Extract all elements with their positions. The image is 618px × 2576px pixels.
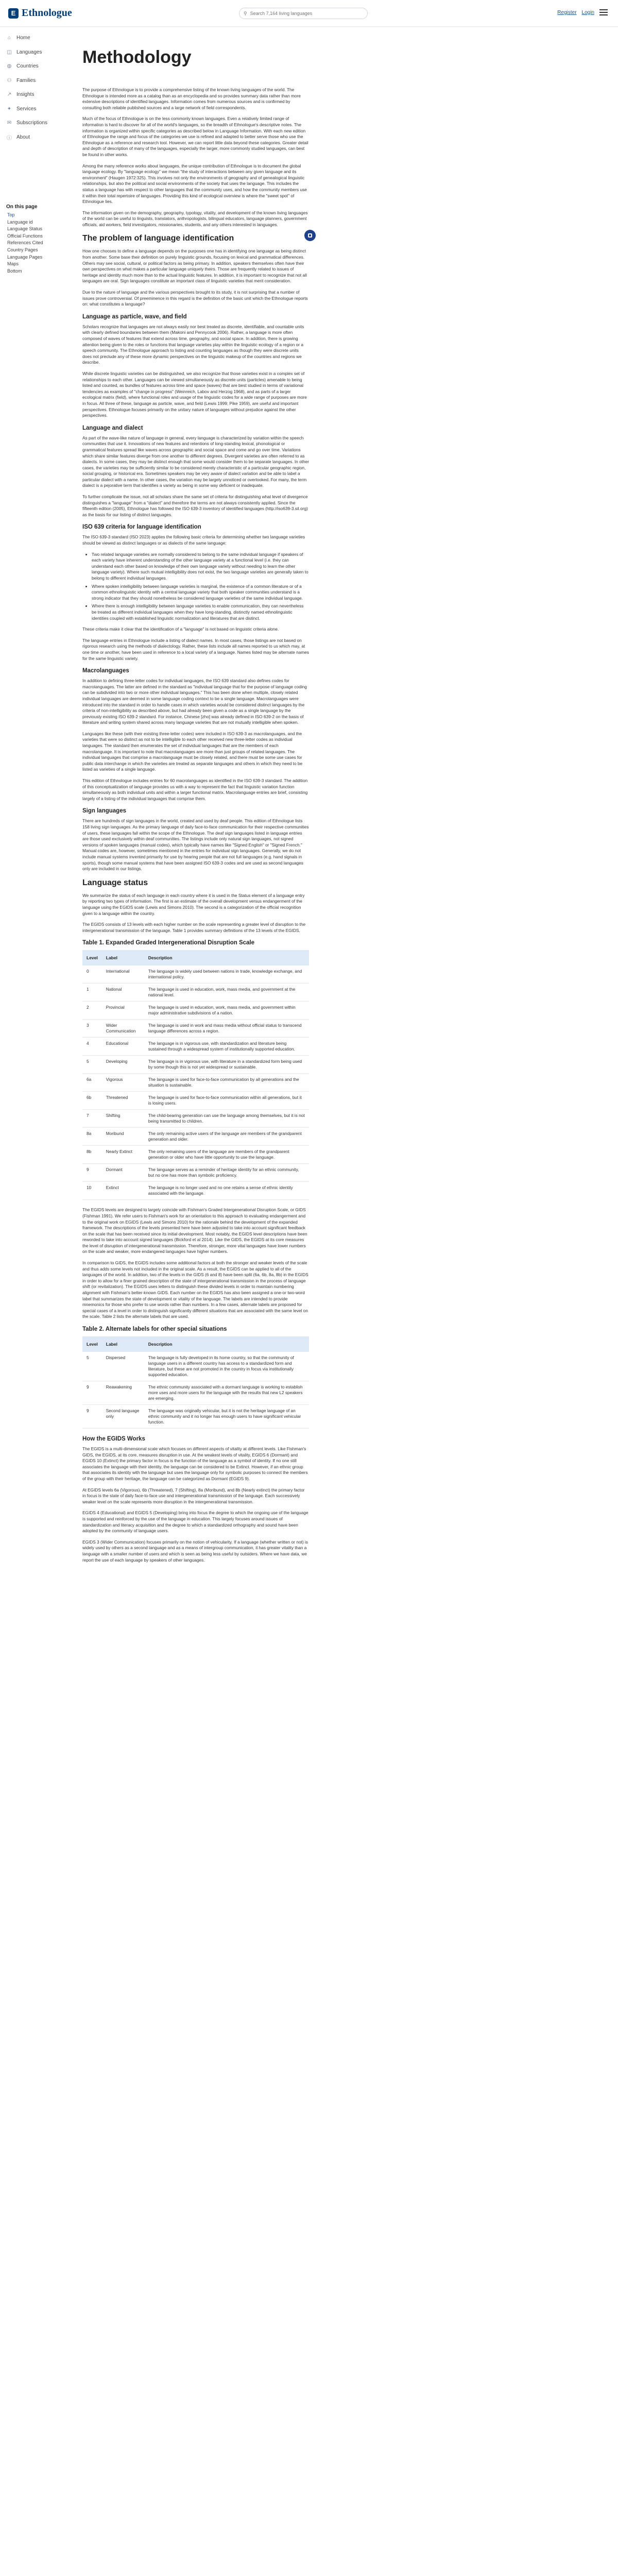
subsection-body [82, 534, 309, 546]
table-cell: 5 [82, 1352, 102, 1381]
paragraph: EGIDS 4 (Educational) and EGIDS 5 (Developing) bring into focus the degree to which the ongoing use of the language is supported and reinforced by the use of the language in education. This largely focuses around issues of standardization and literacy acquisition and the degree to which a standardized orthography and sound have been adopted by the community of language users. [82, 1510, 308, 1534]
paragraph: To further complicate the issue, not all scholars share the same set of criteria for distinguishing what level of divergence distinguishes a "language" from a "dialect" and therefore the terms are not always consistently applied. Since the fifteenth edition (2005), Ethnologue has followed the ISO 639-3 inventory of identified languages (http://iso639-3.sil.org) as the basis for our listing of distinct languages. [82, 494, 308, 517]
brand-logo[interactable] [8, 7, 72, 19]
paragraph: The language entries in Ethnologue include a listing of dialect names. In most cases, those listings are not based on rigorous research using the methods of dialectology. Rather, these lists include all names reported to us which may, at one time or another, have been used in reference to a local variety of a language. Names listed may be alternate names for the same linguistic variety. [82, 637, 309, 661]
table-cell: The language serves as a reminder of heritage identity for an ethnic community, but no one has more than symbolic proficiency. [144, 1164, 309, 1182]
on-this-page-link[interactable]: Country Pages [7, 247, 38, 252]
subsection-title: Language as particle, wave, and field [82, 313, 187, 320]
table-row [82, 1092, 309, 1110]
paragraph: The information given on the demography, geography, typology, vitality, and development of the known living languages of the world can be useful to linguists, translators, anthropologists, bilingual educators, language planners, government officials, aid workers, field investigators, missionaries, students, and any others interested in languages. [82, 210, 308, 227]
page-title: Methodology [82, 47, 192, 67]
section-body [82, 1207, 309, 1320]
sidebar-item-subscriptions[interactable] [6, 116, 71, 130]
section-body [82, 893, 309, 934]
table-cell: 9 [82, 1405, 102, 1429]
table-row [82, 1182, 309, 1200]
top-bar [0, 0, 618, 27]
paragraph: In comparison to GIDS, the EGIDS includes some additional factors at both the stronger and weaker levels of the scale and thus adds some levels not included in the original scale. As a result, the EGIDS can be applied to all of the languages of the world. In addition, two of the levels in the GIDS (6 and 8) have been split (6a, 6b, 8a, 8b) in the EGIDS in order to allow for a finer grained description of the state of intergenerational transmission in the process of language shift (or revitalization). The EGIDS uses letters to distinguish these divided levels in order to maintain numbering alignment with Fishman's better-known GIDS. Each number on the EGIDS has also been assigned a one-or two-word label that summarizes the state of development or vitality of the language. The labels are intended to provide mnemonics for those who prefer to use words rather than numbers. In a few cases, alternate labels are proposed for special cases of a level in order to distinguish significantly different situations that are associated with the same level on the scale. Table 2 lists the alternate labels that are used. [82, 1260, 308, 1319]
table-cell: The child-bearing generation can use the language among themselves, but it is not being transmitted to children. [144, 1110, 309, 1128]
list-item: • Two related language varieties are normally considered to belong to the same individual language if speakers of each variety have inherent understanding of the other language variety at a functional level (i.e. they can understand each other based on knowledge of their own language variety without needing to learn the other language variety). Where such mutual intelligibility does not exist, the two language varieties are generally taken to belong to different individual languages. [92, 552, 309, 582]
table-cell: Reawakening [102, 1381, 144, 1405]
search-input[interactable] [250, 11, 358, 16]
table-cell: The language is used in work and mass media without official status to transcend language differences across a region. [144, 1020, 309, 1038]
column-header: Level [82, 950, 102, 965]
table-cell: The language is used for face-to-face communication within all generations, but it is losing users. [144, 1092, 309, 1110]
sidebar-item-countries[interactable] [6, 59, 71, 74]
table-cell: The language is fully developed in its home country, so that the community of language users in a different country has access to a standardized form and literature, but these are not promoted in the country in focus via institutionally supported education. [144, 1352, 309, 1381]
main-content [82, 36, 309, 1568]
subsection-title: Sign languages [82, 808, 126, 815]
on-this-page-link[interactable]: Bottom [7, 268, 22, 274]
table-title: Table 2. Alternate labels for other special situations [82, 1326, 227, 1332]
paragraph: There are hundreds of sign languages in the world, created and used by deaf people. This edition of Ethnologue lists 158 living sign languages. As the primary language of daily face-to-face communication for their respective communities of users, these languages fall within the scope of the Ethnologue. The deaf sign languages listed in language entries are those used exclusively within deaf communities. The listings include only natural sign languages, not signed versions of spoken languages (manual codes), which typically have names like "Signed English" or "Signed French." Manual codes are, however, sometimes mentioned in the entries for individual sign languages. Generally, we do not include manual systems invented primarily for use by hearing people that are not full languages (e.g. hand signals in sports), though some manual systems that have been assigned ISO 639-3 codes and are used as second languages only are included in our listings. [82, 818, 309, 872]
table-cell: The language is used in education, work, mass media, and government at the national level. [144, 984, 309, 1002]
ethnologue-logo-icon: E [8, 8, 19, 19]
alternate-labels-table [82, 1336, 309, 1429]
table-cell: 9 [82, 1164, 102, 1182]
subscriptions-icon: ✉ [7, 120, 12, 126]
table-row [82, 1128, 309, 1146]
top-links [557, 9, 608, 15]
table-cell: Nearly Extinct [102, 1146, 144, 1164]
paragraph: The EGIDS consists of 13 levels with each higher number on the scale representing a greater level of disruption to the intergenerational transmission of the language. Table 1 provides summary definitions of the 13 levels of the EGIDS. [82, 922, 306, 933]
table-cell: The language was originally vehicular, but it is not the heritage language of an ethnic community and it no longer has enough users to have significant vehicular function. [144, 1405, 309, 1429]
table-cell: 8a [82, 1128, 102, 1146]
sidebar-item-label: Countries [16, 63, 39, 70]
on-this-page-link[interactable]: References Cited [7, 240, 43, 246]
brand-name: Ethnologue [22, 7, 72, 19]
table-cell: 5 [82, 1056, 102, 1074]
sidebar-item-families[interactable] [6, 74, 71, 88]
paragraph: These criteria make it clear that the identification of a "language" is not based on linguistic criteria alone. [82, 626, 279, 632]
paragraph: EGIDS 3 (Wider Communication) focuses primarily on the notion of vehicularity. If a language (whether written or not) is widely used by others as a second language and as a means of intergroup communication, it has greater vitality than a language with a smaller number of users and which is seen as being less useful by outsiders. Where we have data, we report the use of each language by speakers of other languages. [82, 1539, 308, 1563]
table-cell: The language is used for face-to-face communication by all generations and the situation is sustainable. [144, 1074, 309, 1092]
globe-icon: ◍ [7, 63, 12, 70]
table-cell: Moribund [102, 1128, 144, 1146]
on-this-page-link[interactable]: Official Functions [7, 233, 43, 239]
table-cell: 6b [82, 1092, 102, 1110]
on-this-page-link[interactable]: Language id [7, 219, 33, 225]
paragraph: This edition of Ethnologue includes entries for 60 macrolanguages as identified in the ISO 639-3 standard. The addition of this conceptualization of language provides us with a way to represent the fact that linguistic variation function simultaneously as both individual units and within a larger functional matrix. Macrolanguage entries are brief, consisting largely of a listing of the individual languages that comprise them. [82, 778, 308, 801]
subsection-body [82, 678, 309, 802]
table-cell: Dispersed [102, 1352, 144, 1381]
table-row [82, 1110, 309, 1128]
column-header: Description [144, 1336, 309, 1352]
on-this-page-link[interactable]: Maps [7, 261, 19, 267]
paragraph: Much of the focus of Ethnologue is on the less commonly known languages. Even a relatively limited range of information is hard to discover for all of the world's languages, so the breadth of Ethnologue's descriptive notes. The information is organized within specific categories as described below in Language Information. With each new edition of Ethnologue the range and focus of the categories we use is refined and adapted to better serve those who use the Ethnologue as a reference and research tool. However, we can report little data beyond these categories. Greater detail and depth of description of many of the languages, especially the larger, more commonly studied languages, can best be found in other works. [82, 116, 308, 157]
paragraph: The EGIDS is a multi-dimensional scale which focuses on different aspects of vitality at different levels. Like Fishman's GIDS, the EGIDS, at its core, measures disruption in use. At the weakest levels of vitality, EGIDS 6 (Dormant) and EGIDS 10 (Extinct) the primary factor in focus is the function of the language as a symbol of identity. If no one still associates the language with their identity, the language can be considered to be Extinct. However, if an ethnic group that associates its identity with the language but uses the language only for symbolic purposes to connect the members of the group with their heritage, the language can be categorized as Dormant (EGIDS 9). [82, 1446, 308, 1481]
column-header: Label [102, 950, 144, 965]
list-item: • Where spoken intelligibility between language varieties is marginal, the existence of a common literature or of a common ethnolinguistic identity with a central language variety that both speaker communities understand is a strong indicator that they should nonetheless be considered language varieties of the same individual language. [92, 584, 309, 602]
subsection-body [82, 324, 309, 419]
table-row [82, 1352, 309, 1381]
paragraph: Languages like these (with their existing three-letter codes) were included in ISO 639-3 as macrolanguages, and the varieties that were so distinct as not to be intelligible to each other received new three-letter codes as individual languages. The standard then enumerates the set of individual languages that are the members of each macrolanguage. It is important to note that macrolanguages are more than just groups of related languages. The individual languages that comprise a macrolanguage must be closely related, and there must be some use cases for public data interchange in which the varieties are treated as separate languages and others in which they need to be listed as varieties of a single language. [82, 731, 303, 772]
table-row [82, 1405, 309, 1429]
paragraph: In addition to defining three-letter codes for individual languages, the ISO 639 standard also defines codes for macrolanguages. The latter are defined in the standard as "individual language that for the purpose of language coding can be subdivided into two or more other individual languages." This has been done when multiple, closely related individual languages are deemed in some language coding context to be a single language. Macrolanguages were introduced into the standard in order to handle cases in which varieties would be considered distinct languages by the criteria of non-intelligibility as described above, but had already been given a code as a single language by the previously existing ISO 639-2 standard. For instance, Chinese [zho] was already defined in ISO 639-2 on the basis of literature and writing system shared across many language varieties that are not mutually intelligible when spoken. [82, 678, 307, 725]
paragraph: While discrete linguistic varieties can be distinguished, we also recognize that those varieties exist in a complex set of relationships to each other. Languages can be viewed simultaneously as discrete units (particles) amenable to being listed and counted, as bundles of features across time and space (waves) that are best studied in terms of variational tendencies as examples of "change in progress" (Weinreich, Labov and Herzog 1968), and as parts of a larger ecological matrix (field), where functional roles and usage of the linguistic codes for a wide range of purposes are more in focus. All three of these, language as particle, wave, and field (Lewis 1999; Pike 1959), are useful and important perspectives. Ethnologue focuses primarily on the unitary nature of languages without prejudice against the other perspectives. [82, 370, 307, 418]
table-header-row [82, 1336, 309, 1352]
insights-icon: ↗ [7, 92, 12, 98]
table-cell: The language is used in education, work, mass media, and government within major administrative subdivisions of a nation. [144, 1002, 309, 1020]
table-cell: Educational [102, 1038, 144, 1056]
table-row [82, 1164, 309, 1182]
sidebar-item-home[interactable] [6, 31, 71, 45]
table-cell: 6a [82, 1074, 102, 1092]
sidebar-item-label: Insights [16, 92, 35, 98]
table-header-row [82, 950, 309, 965]
column-header: Level [82, 1336, 102, 1352]
table-row [82, 1381, 309, 1405]
table-row [82, 1146, 309, 1164]
about-icon: ⓘ [7, 135, 12, 141]
family-tree-icon: ⚇ [7, 77, 12, 83]
paragraph: The ISO 639-3 standard (ISO 2023) applies the following basic criteria for determining whether two language varieties should be viewed as distinct languages or as dialects of the same language: [82, 534, 305, 546]
subsection-body [82, 818, 309, 872]
table-cell: The only remaining users of the language are members of the grandparent generation or older who have little opportunity to use the language. [144, 1146, 309, 1164]
table-cell: 7 [82, 1110, 102, 1128]
paragraph: The purpose of Ethnologue is to provide a comprehensive listing of the known living languages of the world. The Ethnologue is intended more as a catalog than as an encyclopedia and so provides summary data rather than more extensive descriptions of identified languages. Information comes from numerous sources and is confirmed by consulting both reliable published sources and a large network of field correspondents. [82, 87, 301, 110]
subsection-body [82, 435, 309, 518]
search-box[interactable] [239, 8, 368, 19]
subsection-body [82, 626, 309, 662]
table-cell: National [102, 984, 144, 1002]
table-cell: 1 [82, 984, 102, 1002]
sidebar-nav [6, 31, 71, 144]
table-cell: Extinct [102, 1182, 144, 1200]
table-cell: Shifting [102, 1110, 144, 1128]
on-this-page-link[interactable]: Language Pages [7, 254, 43, 260]
table-cell: 0 [82, 965, 102, 984]
paragraph: Due to the nature of language and the various perspectives brought to its study, it is not surprising that a number of issues prove controversial. Of preeminence in this regard is the definition of the basic unit which the Ethnologue reports on: what constitutes a language? [82, 290, 308, 307]
search-icon: ⚲ [244, 10, 247, 16]
sidebar-item-insights[interactable] [6, 88, 71, 102]
menu-icon[interactable] [599, 9, 608, 15]
table-cell: 3 [82, 1020, 102, 1038]
criteria-list [92, 552, 309, 622]
paragraph: Among the many reference works about languages, the unique contribution of Ethnologue is to document the global language ecology. By "language ecology" we mean "the study of interactions between any given language and its environment" (Haugen 1972:325). This involves not only the environments of geography and of genealogical linguistic relationships, but also the political and social environments of the society that uses the language. This includes the status a language has with respect to other languages that the community uses, and how the community members use it within their total repertoire of languages. Providing this kind of ecological overview is where the "sweet spot" of Ethnologue lies. [82, 163, 307, 205]
sidebar [0, 27, 77, 2576]
subsection-title: Language and dialect [82, 425, 143, 431]
sidebar-item-label: Services [16, 106, 37, 112]
table-row [82, 1038, 309, 1056]
egids-table [82, 950, 309, 1200]
table-row [82, 965, 309, 984]
home-icon: ⌂ [7, 35, 11, 41]
on-this-page-title: On this page [6, 204, 38, 210]
table-cell: 8b [82, 1146, 102, 1164]
subsection-body [82, 1446, 309, 1563]
table-cell: International [102, 965, 144, 984]
table-cell: Wider Communication [102, 1020, 144, 1038]
table-cell: Threatened [102, 1092, 144, 1110]
table-cell: Vigorous [102, 1074, 144, 1092]
sidebar-item-label: About [16, 134, 30, 140]
register-link[interactable]: Register [557, 9, 577, 15]
table-cell: 9 [82, 1381, 102, 1405]
table-title: Table 1. Expanded Graded Intergenerational Disruption Scale [82, 940, 255, 946]
services-icon: ✦ [7, 106, 12, 112]
paragraph: At EGIDS levels 6a (Vigorous), 6b (Threatened), 7 (Shifting), 8a (Moribund), and 8b (Nearly extinct) the primary factor in focus is the state of daily face-to-face use and intergenerational transmission of the language. Each successively weaker level on the scale represents more disruption in the intergenerational transmission. [82, 1487, 305, 1504]
paragraph: The EGIDS levels are designed to largely coincide with Fishman's Graded Intergenerational Disruption Scale, or GIDS (Fishman 1991). We refer users to Fishman's work for an orientation to this approach to evaluating endangerment and to the original work on EGIDS (Lewis and Simons 2010) for the rationale behind the development of the expanded framework. The descriptions of the levels presented here have been adjusted to take into account significant feedback on the scale that has been received since its initial development. Most notably, the EGIDS level descriptions have been reworded to take into account signed languages (Bickford et al 2014). Like the GIDS, the EGIDS at its core measures the level of disruption of intergenerational transmission. Therefore, stronger, more vital languages have lower numbers on the scale and weaker, more endangered languages have higher numbers. [82, 1207, 307, 1255]
table-row [82, 984, 309, 1002]
sidebar-item-label: Languages [16, 49, 42, 55]
paragraph: We summarize the status of each language in each country where it is used in the Status element of a language entry by reporting two types of information. The first is an estimate of the overall development versus endangerment of the language using the EGIDS scale (Lewis and Simons 2010). The second is a categorization of the official recognition given to a language within the country. [82, 892, 305, 916]
paragraph: Scholars recognize that languages are not always easily nor best treated as discrete, identifiable, and countable units with clearly defined boundaries between them (Makoni and Pennycook 2006). Rather, a language is more often composed of waves of features that extend across time, geography, and social space. In addition, there is growing attention being given to the roles or functions that language varieties play within the linguistic ecology of a region or a speech community. The Ethnologue approach to listing and counting languages as though they were discrete units does not preclude any of these more dynamic perspectives on the linguistic makeup of the countries and regions we describe. [82, 324, 304, 365]
sidebar-item-label: Subscriptions [16, 120, 48, 126]
on-this-page-link[interactable]: Top [7, 212, 15, 217]
table-row [82, 1020, 309, 1038]
table-row [82, 1056, 309, 1074]
paragraph: As part of the wave-like nature of language in general, every language is characterized by variation within the speech communities that use it. Innovations of new features and retentions of long-standing lexical, phonological or grammatical features spread like waves across geographic and social space and come and go over time. Variations which share similar features diverge from one another to different degrees. Divergent varieties are often referred to as dialects. In some cases, they may be distinct enough that some would consider them to be separate languages. In other cases, the varieties may be sufficiently similar to be considered merely characteristic of a particular geographic region, social grouping, or historical era. Sometimes speakers may be very aware of dialect variation and be able to label a particular dialect with a name. In other cases, the variation may be largely unnoticed or overlooked. For many, the term dialect is a pejorative term that identifies a variety as being in some way deficient or inadequate. [82, 435, 309, 488]
section-title: Language status [82, 878, 148, 887]
column-header: Description [144, 950, 309, 965]
table-cell: The language is widely used between nations in trade, knowledge exchange, and international policy. [144, 965, 309, 984]
intro-section [82, 87, 309, 228]
table-cell: The only remaining active users of the language are members of the grandparent generation and older. [144, 1128, 309, 1146]
table-cell: Second language only [102, 1405, 144, 1429]
table-cell: The language is in vigorous use, with standardization and literature being sustained through a widespread system of institutionally supported education. [144, 1038, 309, 1056]
table-cell: Developing [102, 1056, 144, 1074]
table-row [82, 1074, 309, 1092]
table-cell: Dormant [102, 1164, 144, 1182]
table-cell: 10 [82, 1182, 102, 1200]
table-cell: The ethnic community associated with a dormant language is working to establish more uses and more users for the language with the results that new L2 speakers are emerging. [144, 1381, 309, 1405]
table-row [82, 1002, 309, 1020]
subsection-title: How the EGIDS Works [82, 1436, 145, 1442]
list-item: • Where there is enough intelligibility between language varieties to enable communication, they can nevertheless be treated as different individual languages when they have long-standing, distinctly named ethnolinguistic identities coupled with established linguistic normalization and literatures that are distinct. [92, 603, 309, 621]
section-body [82, 248, 309, 307]
subsection-title: ISO 639 criteria for language identification [82, 524, 201, 531]
login-link[interactable]: Login [581, 9, 594, 15]
sidebar-item-label: Home [16, 35, 30, 41]
on-this-page-list [6, 212, 71, 275]
sidebar-item-languages[interactable] [6, 45, 71, 60]
sidebar-item-about[interactable] [6, 130, 71, 145]
table-cell: The language is no longer used and no one retains a sense of ethnic identity associated with the language. [144, 1182, 309, 1200]
table-cell: 4 [82, 1038, 102, 1056]
sidebar-item-label: Families [16, 77, 36, 83]
sidebar-item-services[interactable] [6, 102, 71, 116]
table-cell: 2 [82, 1002, 102, 1020]
paragraph: How one chooses to define a language depends on the purposes one has in identifying one language as being distinct from another. Some base their definition on purely linguistic grounds, focusing on lexical and grammatical differences. Others may see social, cultural, or political factors as being primary. In addition, speakers themselves often have their own perspectives on what makes a particular language uniquely theirs. Those are frequently related to issues of heritage and identity much more than to the actual linguistic features. In addition, it is important to recognize that not all languages are oral. Sign languages constitute an important class of linguistic varieties that merit consideration. [82, 248, 307, 284]
subsection-title: Macrolanguages [82, 668, 129, 674]
on-this-page-link[interactable]: Language Status [7, 226, 43, 232]
column-header: Label [102, 1336, 144, 1352]
languages-icon: ◫ [7, 49, 12, 55]
table-cell: The language is in vigorous use, with literature in a standardized form being used by some though this is not yet widespread or sustainable. [144, 1056, 309, 1074]
table-cell: Provincial [102, 1002, 144, 1020]
section-title: The problem of language identification [82, 234, 234, 243]
